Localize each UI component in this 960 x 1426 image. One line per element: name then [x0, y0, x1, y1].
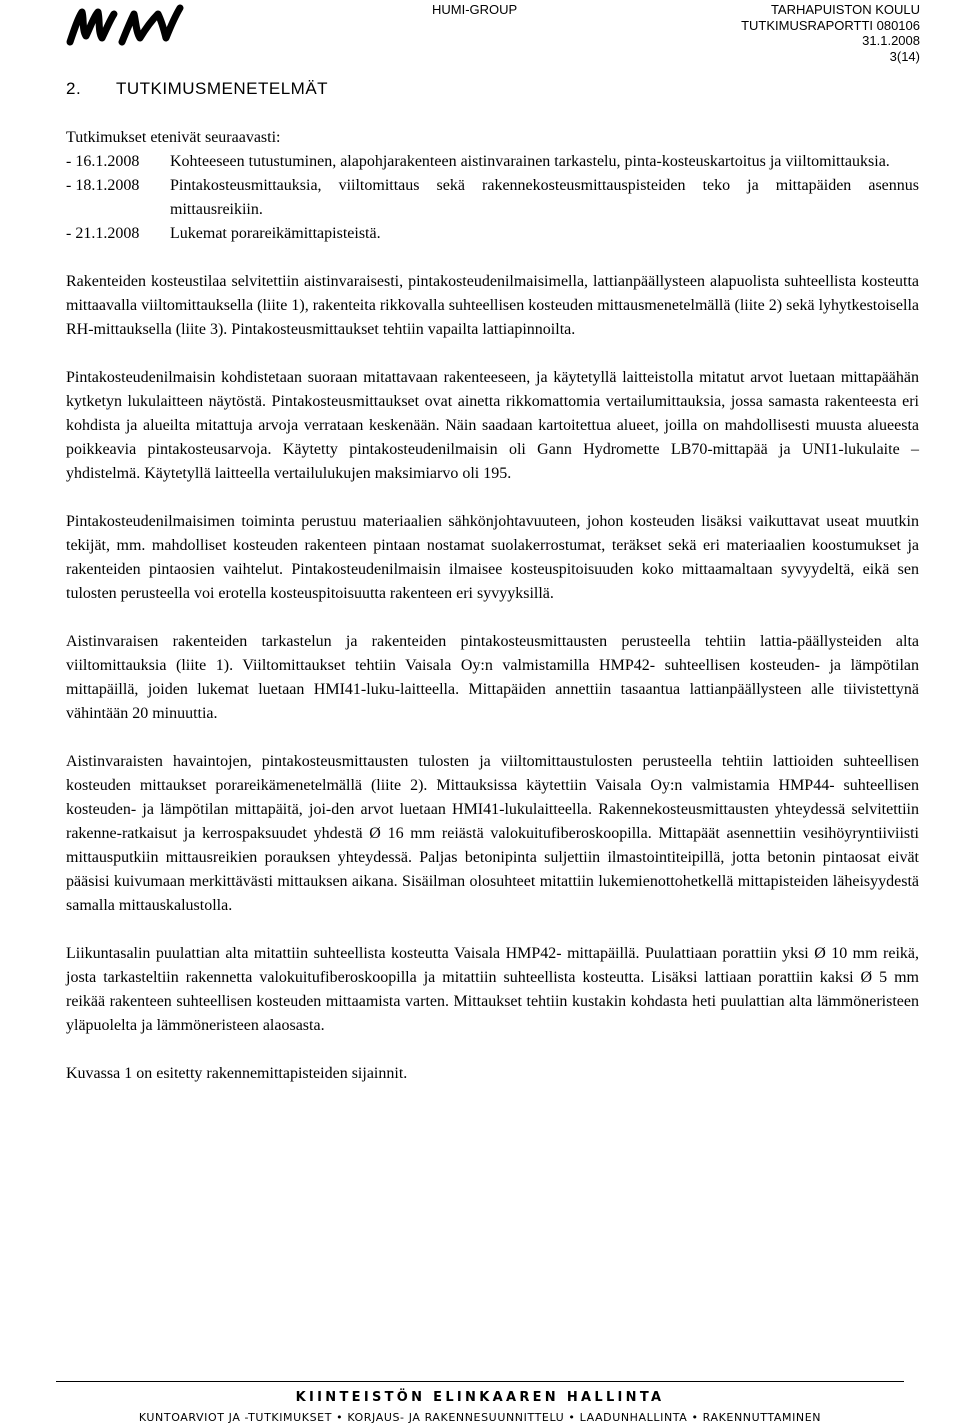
footer-services: KUNTOARVIOT JA -TUTKIMUKSET • KORJAUS- JA RAKENNESUUNNITTELU • LAADUNHALLINTA • RAKENNUTTAMINEN	[138, 1411, 822, 1424]
list-item	[66, 222, 919, 246]
header-page-number: 3(14)	[889, 48, 920, 64]
list-item	[66, 150, 919, 174]
paragraph: Liikuntasalin puulattian alta mitattiin suhteellista kosteutta Vaisala HMP42- mittapäillä. Puulattiaan porattiin yksi Ø 10 mm reikä, josta tarkasteltiin rakennetta valokuitufiberoskoopilla ja mitattiin suhteellista kosteutta. Lisäksi lattiaan porattiin kaksi Ø 5 mm reikää rakenteen suhteellisen kosteuden mittaamista varten. Mittaukset tehtiin kustakin kohdasta heti puulattian alta lämmöneristeen yläpuolelta ja lämmöneristeen alaosasta.	[66, 945, 919, 1034]
header-company: HUMI-GROUP	[432, 2, 518, 17]
section-title: TUTKIMUSMENETELMÄT	[116, 79, 329, 98]
footer-divider	[56, 1381, 904, 1382]
header-project: TARHAPUISTON KOULU	[770, 2, 920, 17]
paragraph: Kuvassa 1 on esitetty rakennemittapisteiden sijainnit.	[66, 1065, 408, 1082]
section-number: 2.	[66, 79, 82, 98]
timeline-list	[66, 150, 919, 246]
document-body	[66, 126, 919, 1086]
intro-text: Tutkimukset etenivät seuraavasti:	[66, 129, 281, 146]
section-heading	[66, 79, 328, 99]
company-logo-icon	[62, 2, 186, 48]
list-item	[66, 174, 919, 222]
list-item-date: - 18.1.2008	[66, 177, 140, 194]
list-item-text: Kohteeseen tutustuminen, alapohjarakenteen aistinvarainen tarkastelu, pinta-kosteuskartoitus ja viiltomittauksia.	[170, 153, 890, 170]
list-item-text: Pintakosteusmittauksia, viiltomittaus sekä rakennekosteusmittauspisteiden teko ja mittapäiden asennus mittausreikiin.	[170, 177, 919, 218]
paragraph: Pintakosteudenilmaisimen toiminta perustuu materiaalien sähkönjohtavuuteen, johon kosteuden lisäksi vaikuttavat useat muutkin tekijät, mm. mahdolliset kosteuden rakenteen pintaan nostamat suolakerrostumat, teräkset sekä eri materiaalien koostumukset ja rakenteiden pintaosien vaihtelut. Pintakosteudenilmaisin ilmaisee kosteuspitoisuuden koko mittaamaltaan syvyydeltä, eikä sen tulosten perusteella voi erotella kosteuspitoisuutta rakenteen eri syvyyksillä.	[66, 513, 919, 602]
list-item-date: - 16.1.2008	[66, 153, 140, 170]
paragraph: Rakenteiden kosteustilaa selvitettiin aistinvaraisesti, pintakosteudenilmaisimella, lattianpäällysteen alapuolista suhteellista kosteutta mittaavalla viiltomittauksella (liite 1), rakenteita rikkovalla suhteellisen kosteuden mittausmenetelmällä (liite 2) sekä lyhytkestoisella RH-mittauksella (liite 3). Pintakosteusmittaukset tehtiin vapailta lattiapinnoilta.	[66, 273, 919, 338]
header-report-number: TUTKIMUSRAPORTTI 080106	[741, 17, 920, 33]
list-item-date: - 21.1.2008	[66, 225, 140, 242]
footer-tagline: KIINTEISTÖN ELINKAAREN HALLINTA	[295, 1390, 665, 1405]
list-item-text: Lukemat porareikämittapisteistä.	[170, 225, 381, 242]
paragraph: Pintakosteudenilmaisin kohdistetaan suoraan mitattavaan rakenteeseen, ja käytetyllä laitteistolla mitatut arvot luetaan mittapäähän kytketyn lukulaitteen näytöstä. Pintakosteusmittaukset ovat ainetta rikkomattomia vertailumittauksia, jossa samasta rakenteesta eri kohdista ja alueilta mitattuja arvoja verrataan keskenään. Näin saadaan kartoitettua alueet, joilla on mahdollisesti muusta alueesta poikkeavia pintakosteusarvoja. Käytetty pintakosteudenilmaisin oli Gann Hydromette LB70-mittapää ja UNI1-lukulaite –yhdistelmä. Käytetyllä laitteella vertailulukujen maksimiarvo oli 195.	[66, 369, 919, 482]
header-date: 31.1.2008	[862, 33, 920, 48]
header-report-info	[690, 2, 920, 64]
paragraph: Aistinvaraisten havaintojen, pintakosteusmittausten tulosten ja viiltomittaustulosten perusteella tehtiin lattioiden suhteellisen kosteuden mittaukset porareikämenetelmällä (liite 2). Mittauksissa käytettiin Vaisala Oy:n valmistamia HMP44- suhteellisen kosteuden- ja lämpötilan mittapäitä, joi-den arvot luetaan HMI41-lukulaitteella. Rakennekosteusmittausten yhteydessä selvitettiin rakenne-ratkaisut ja kerrospaksuudet yhdestä Ø 16 mm reiästä valokuitufiberoskoopilla. Mittapäät asennettiin vesihöyryntiiviisti mittausputkiin mittausreikien porauksen yhteydessä. Paljas betonipinta suljettiin ilmastointiteipillä, jotta betonin pintaosat eivät pääsisi kuivumaan merkittävästi mittauksen aikana. Sisäilman olosuhteet mitattiin lukemienottohetkellä mittapisteiden läheisyydestä samalla mittauskalustolla.	[66, 753, 919, 914]
paragraph: Aistinvaraisen rakenteiden tarkastelun ja rakenteiden pintakosteusmittausten perusteella tehtiin lattia-päällysteiden alta viiltomittauksia (liite 1). Viiltomittaukset tehtiin Vaisala Oy:n valmistamilla HMP42- suhteellisen kosteuden- ja lämpötilan mittapäillä, joiden lukemat luetaan HMI41-luku-laitteella. Mittapäiden annettiin tasaantua lattianpäällysteen alle tiivistettynä vähintään 20 minuuttia.	[66, 633, 919, 722]
